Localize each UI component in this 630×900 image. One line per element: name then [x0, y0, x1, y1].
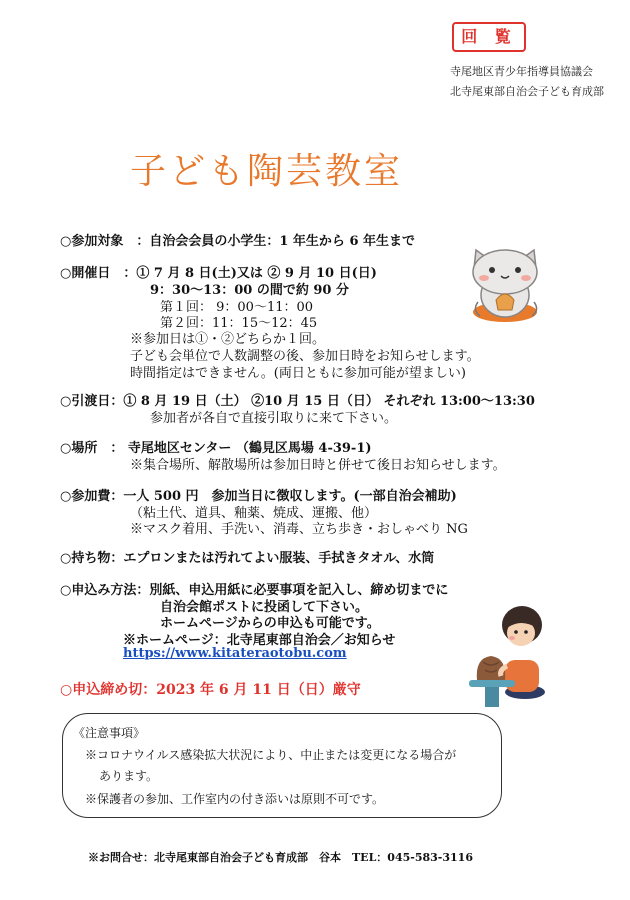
fee-line: ○参加費：一人 500 円 参加当日に徴収します。(一部自治会補助) [60, 489, 457, 504]
fee-detail: （粘土代、道具、釉薬、焼成、運搬、他） [130, 506, 378, 521]
contact-footer: ※お問合せ：北寺尾東部自治会子ども育成部 谷本 TEL：045-583-3116 [88, 851, 473, 864]
notes-title: 《注意事項》 [73, 726, 146, 740]
organization-name: 寺尾地区青少年指導員協議会 [450, 65, 593, 78]
circulation-stamp: 回 覧 [452, 22, 526, 52]
fee-note: ※マスク着用、手洗い、消毒、立ち歩き・おしゃべり NG [130, 522, 468, 537]
website-link[interactable]: https://www.kitateraotobu.com [123, 646, 347, 661]
cat-pottery-illustration [462, 240, 552, 340]
notes-item: ※コロナウイルス感染拡大状況により、中止または変更になる場合が [85, 748, 457, 762]
dates-line: ○開催日 ：① 7 月 8 日(土)又は ② 9 月 10 日(日) [60, 266, 377, 281]
bring-line: ○持ち物：エプロンまたは汚れてよい服装、手拭きタオル、水筒 [60, 551, 435, 566]
dates-note: 子ども会単位で人数調整の後、参加日時をお知らせします。 [130, 349, 480, 364]
apply-line: 自治会館ポストに投函して下さい。 [160, 600, 369, 615]
dates-session-2: 第２回：11：15～12：45 [160, 316, 318, 331]
deadline-line: ○申込締め切：2023 年 6 月 11 日（日）厳守 [60, 682, 361, 698]
organization-name: 北寺尾東部自治会子ども育成部 [450, 85, 604, 98]
page-title: 子ども陶芸教室 [130, 151, 404, 192]
notes-item: ※保護者の参加、工作室内の付き添いは原則不可です。 [85, 792, 385, 806]
apply-line: ○申込み方法：別紙、申込用紙に必要事項を記入し、締め切までに [60, 583, 449, 598]
dates-note: 時間指定はできません。(両日ともに参加可能が望ましい) [130, 366, 466, 381]
pickup-line: ○引渡日：① 8 月 19 日（土） ②10 月 15 日（日） それぞれ 13:00～13:30 [60, 394, 535, 409]
target-line: ○参加対象 ：自治会会員の小学生：1 年生から 6 年生まで [60, 234, 416, 249]
notes-item: あります。 [99, 769, 159, 783]
place-note: ※集合場所、解散場所は参加日時と併せて後日お知らせします。 [130, 458, 506, 473]
dates-note: ※参加日は①・②どちらか１回。 [130, 332, 326, 347]
pickup-note: 参加者が各自で直接引取りに来て下さい。 [150, 411, 398, 426]
dates-time: 9：30～13：00 の間で約 90 分 [150, 283, 349, 298]
place-line: ○場所 ： 寺尾地区センター （鶴見区馬場 4-39-1) [60, 441, 372, 456]
apply-line: ホームページからの申込も可能です。 [160, 616, 380, 631]
notes-box [62, 713, 502, 818]
child-pottery-illustration [455, 600, 565, 715]
apply-homepage: ※ホームページ：北寺尾東部自治会／お知らせ [123, 633, 396, 648]
dates-session-1: 第１回： 9：00～11：00 [160, 300, 314, 315]
